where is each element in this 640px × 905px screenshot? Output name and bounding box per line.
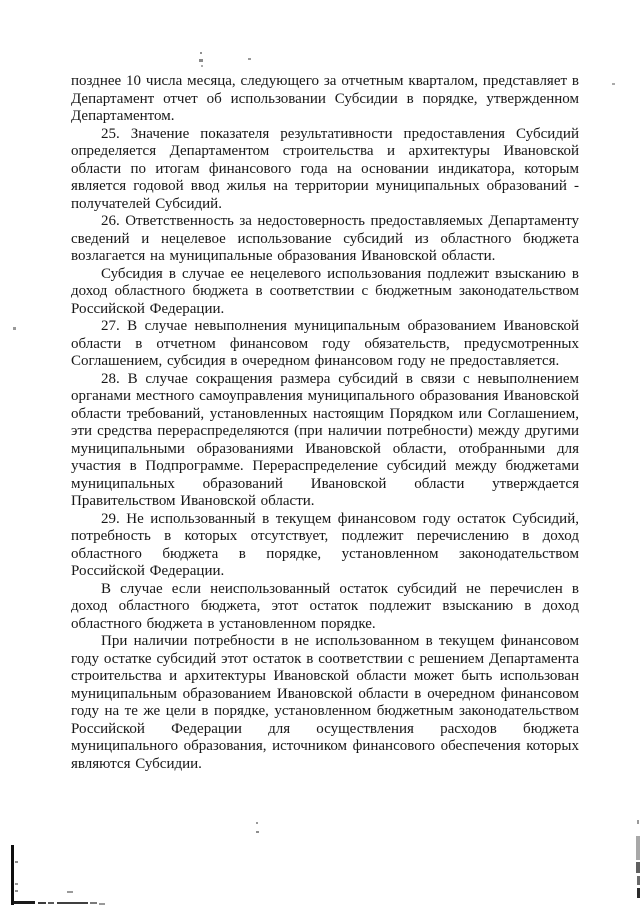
scan-tick-left-2 <box>15 883 18 885</box>
scan-mark-bottom-edge-5 <box>90 902 97 904</box>
scan-strip-right-1 <box>637 820 639 824</box>
paragraph-29-sub-1: В случае если неиспользованный остаток субсидий не перечислен в доход областного бюджета, этот остаток подлежит взысканию в доход областного бюджета в установленном порядке. <box>71 580 579 632</box>
scan-dash-bottom-left <box>67 891 73 893</box>
scan-speck-left-mid <box>13 327 16 330</box>
document-text-block <box>71 73 579 773</box>
scan-speck-top-3 <box>248 58 251 60</box>
scan-tick-left-3 <box>15 890 18 892</box>
paragraph-26-sub: Субсидия в случае ее нецелевого использования подлежит взысканию в доход областного бюджета в соответствии с бюджетным законодательством Российской Федерации. <box>71 265 579 317</box>
paragraph-26: 26. Ответственность за недостоверность предоставляемых Департаменту сведений и нецелевое использование субсидий из областного бюджета возлагается на муниципальные образования Ивановской области. <box>71 213 579 264</box>
paragraph-25: 25. Значение показателя результативности предоставления Субсидий определяется Департаментом строительства и архитектуры Ивановской области по итогам финансового года на основании индикатора, которым является годовой ввод жилья на территории муниципальных образований - получателей Субсидий. <box>71 125 579 212</box>
scan-speck-top-1 <box>200 52 202 54</box>
scan-tick-left-1 <box>15 861 18 863</box>
scan-line-bottom-left-vertical <box>11 845 14 905</box>
scan-speck-top-2 <box>199 59 203 62</box>
paragraph-27: 27. В случае невыполнения муниципальным образованием Ивановской области в отчетном финансовом году обязательств, предусмотренных Соглашением, субсидия в очередном финансовом году не предоставляется. <box>71 318 579 369</box>
paragraph-29: 29. Не использованный в текущем финансовом году остаток Субсидий, потребность в которых отсутствует, подлежит перечислению в доход областного бюджета в порядке, установленном законодательством Российской Федерации. <box>71 510 579 579</box>
paragraph-continuation: позднее 10 числа месяца, следующего за отчетным кварталом, представляет в Департамент отчет об использовании Субсидии в порядке, утвержденном Департаментом. <box>71 73 579 124</box>
scan-mark-bottom-edge-4 <box>57 902 88 904</box>
scan-strip-right-3 <box>636 862 640 873</box>
scan-mark-bottom-edge-1 <box>13 901 35 904</box>
scan-speck-top-4 <box>201 65 203 67</box>
scan-strip-right-2 <box>636 836 640 860</box>
paragraph-28: 28. В случае сокращения размера субсидий в связи с невыполнением органами местного самоуправления муниципального образования Ивановской области требований, установленных настоящим Порядком или Соглашением, эти средства перераспределяются (при наличии потребности) между другими муниципальными образованиями Ивановской области, отобранными для участия в Подпрограмме. Перераспределение субсидий между бюджетами муниципальных образований Ивановской области утверждается Правительством Ивановской области. <box>71 370 579 509</box>
scan-speck-bottom-2 <box>256 831 259 833</box>
scan-speck-top-right <box>612 83 615 85</box>
scan-mark-bottom-edge-2 <box>38 902 46 904</box>
scan-speck-bottom-1 <box>256 822 258 824</box>
paragraph-29-sub-2: При наличии потребности в не использованном в текущем финансовом году остатке субсидий этот остаток в соответствии с решением Департамента строительства и архитектуры Ивановской области может быть использован муниципальным образованием Ивановской области в очередном финансовом году на те же цели в порядке, установленном бюджетным законодательством Российской Федерации для осуществления расходов бюджета муниципального образования, источником финансового обеспечения которых являются Субсидии. <box>71 633 579 772</box>
scan-mark-bottom-edge-3 <box>48 902 54 904</box>
